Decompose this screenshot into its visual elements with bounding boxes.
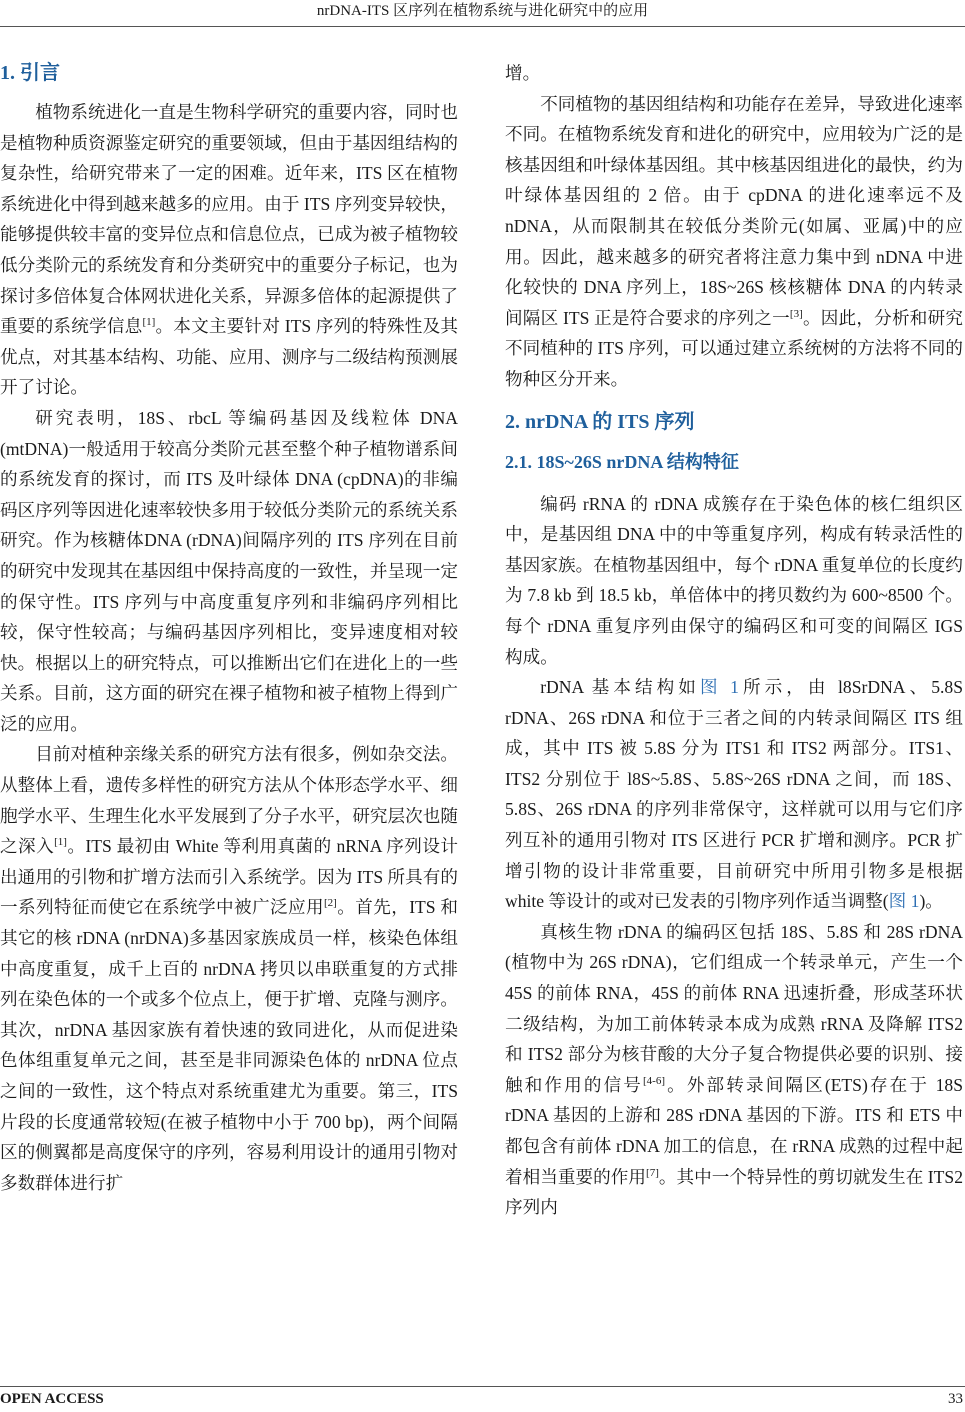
section-heading-introduction: 1. 引言 xyxy=(0,62,60,84)
citation[interactable]: [2] xyxy=(323,897,337,910)
journal-label: OPEN ACCESS xyxy=(0,1391,104,1407)
figure-link[interactable]: 图 1 xyxy=(888,891,920,912)
paragraph-7: 真核生物 rDNA 的编码区包括 18S、5.8S 和 28S rDNA (植物中为 26S rDNA)，它们组成一个转录单元，产生一个 45S 的前体 RNA，45S 的前体 RNA 迅速折叠，形成茎环状二级结构，为加工前体转录本成为成熟 rRNA 及降解 ITS2 和 ITS2 部分为核苷酸的大分子复合物提供必要的识别、接触和作用的信号[4-6]。外部转录间隔区(ETS)存在于 18S rDNA 基因的上游和 28S rDNA 基因的下游。ITS 和 ETS 中都包含有前体 rDNA 加工的信息，在 rRNA 成熟的过程中起着相当重要的作用[7]。其中一个特异性的剪切就发生在 ITS2 序列内 xyxy=(505,921,963,1218)
right-column xyxy=(505,58,963,1223)
citation[interactable]: [1] xyxy=(54,836,67,849)
paragraph-1: 植物系统进化一直是生物科学研究的重要内容，同时也是植物种质资源鉴定研究的重要领域，但由于基因组结构的复杂性，给研究带来了一定的困难。近年来，ITS 区在植物系统进化中得到越来越多的应用。由于 ITS 序列变异较快，能够提供较丰富的变异位点和信息位点，已成为被子植物较低分类阶元的系统发育和分类研究中的重要分子标记，也为探讨多倍体复合体网状进化关系，异源多倍体的起源提供了重要的系统学信息[1]。本文主要针对 ITS 序列的特殊性及其优点，对其基本结构、功能、应用、测序与二级结构预测展开了讨论。 xyxy=(0,102,458,398)
subsection-heading-structure: 2.1. 18S~26S nrDNA 结构特征 xyxy=(505,451,739,472)
left-column xyxy=(0,58,458,1198)
page-number: 33 xyxy=(948,1391,963,1407)
footer-rule xyxy=(0,1386,965,1387)
running-header: nrDNA-ITS 区序列在植物系统与进化研究中的应用 xyxy=(0,0,965,27)
paragraph-3: 目前对植种亲缘关系的研究方法有很多，例如杂交法。从整体上看，遗传多样性的研究方法从个体形态学水平、细胞学水平、生理生化水平发展到了分子水平，研究层次也随之深入[1]。ITS 最初由 White 等利用真菌的 nRNA 序列设计出通用的引物和扩增方法而引入系统学。因为 ITS 所具有的一系列特征而使它在系统学中被广泛应用[2]。首先，ITS 和其它的核 rDNA (nrDNA)多基因家族成员一样，核染色体组中高度重复，成千上百的 nrDNA 拷贝以串联重复的方式排列在染色体的一个或多个位点上，便于扩增、克隆与测序。其次，nrDNA 基因家族有着快速的致同进化，从而促进染色体组重复单元之间，甚至是非同源染色体的 nrDNA 位点之间的一致性，这个特点对系统重建尤为重要。第三，ITS 片段的长度通常较短(在被子植物中小于 700 bp)，两个间隔区的侧翼都是高度保守的序列，容易利用设计的通用引物对多数群体进行扩 xyxy=(0,744,458,1193)
figure-link[interactable]: 图 1 xyxy=(699,677,739,698)
citation[interactable]: [1] xyxy=(142,316,156,329)
paragraph-4: 不同植物的基因组结构和功能存在差异，导致进化速率不同。在植物系统发育和进化的研究中，应用较为广泛的是核基因组和叶绿体基因组。其中核基因组进化的最快，约为叶绿体基因组的 2 倍。由于 cpDNA 的进化速率远不及 nDNA，从而限制其在较低分类阶元(如属、亚属)中的应用。因此，越来越多的研究者将注意力集中到 nDNA 中进化较快的 DNA 序列上，18S~26S 核核糖体 DNA 的内转录间隔区 ITS 正是符合要求的序列之一[3]。因此，分析和研究不同植种的 ITS 序列，可以通过建立系统树的方法将不同的物种区分开来。 xyxy=(505,93,963,389)
section-heading-its: 2. nrDNA 的 ITS 序列 xyxy=(505,410,695,433)
paragraph-5: 编码 rRNA 的 rDNA 成簇存在于染色体的核仁组织区中，是基因组 DNA 中的中等重复序列，构成有转录活性的基因家族。在植物基因组中，每个 rDNA 重复单位的长度约为 7.8 kb 到 18.5 kb，单倍体中的拷贝数约为 600~8500 个。每个 rDNA 重复序列由保守的编码区和可变的间隔区 IGS 构成。 xyxy=(505,493,963,667)
citation[interactable]: [4-6] xyxy=(643,1074,665,1087)
paragraph-continuation: 增。 xyxy=(505,63,541,83)
citation[interactable]: [3] xyxy=(789,307,803,320)
citation[interactable]: [7] xyxy=(646,1166,659,1179)
paragraph-6: rDNA 基本结构如图 1所示，由 l8SrDNA、5.8S rDNA、26S rDNA 和位于三者之间的内转录间隔区 ITS 组成，其中 ITS 被 5.8S 分为 ITS1 和 ITS2 两部分。ITS1、ITS2 分别位于 l8S~5.8S、5.8S~26S rDNA 之间，而 18S、5.8S、26S rDNA 的序列非常保守，这样就可以用与它们序列互补的通用引物对 ITS 区进行 PCR 扩增和测序。PCR 扩增引物的设计非常重要，目前研究中所用引物多是根据 white 等设计的或对已发表的引物序列作适当调整(图 1)。 xyxy=(505,677,963,912)
paragraph-2: 研究表明，18S、rbcL 等编码基因及线粒体 DNA (mtDNA)一般适用于较高分类阶元甚至整个种子植物谱系间的系统发育的探讨，而 ITS 及叶绿体 DNA (cpDNA)的非编码区序列等因进化速率较快多用于较低分类阶元的系统关系研究。作为核糖体DNA (rDNA)间隔序列的 ITS 序列在目前的研究中发现其在基因组中保持高度的一致性，并呈现一定的保守性。ITS 序列与中高度重复序列和非编码序列相比较，保守性较高；与编码基因序列相比，变异速度相对较快。根据以上的研究特点，可以推断出它们在进化上的一些关系。目前，这方面的研究在裸子植物和被子植物上得到广泛的应用。 xyxy=(0,407,458,734)
